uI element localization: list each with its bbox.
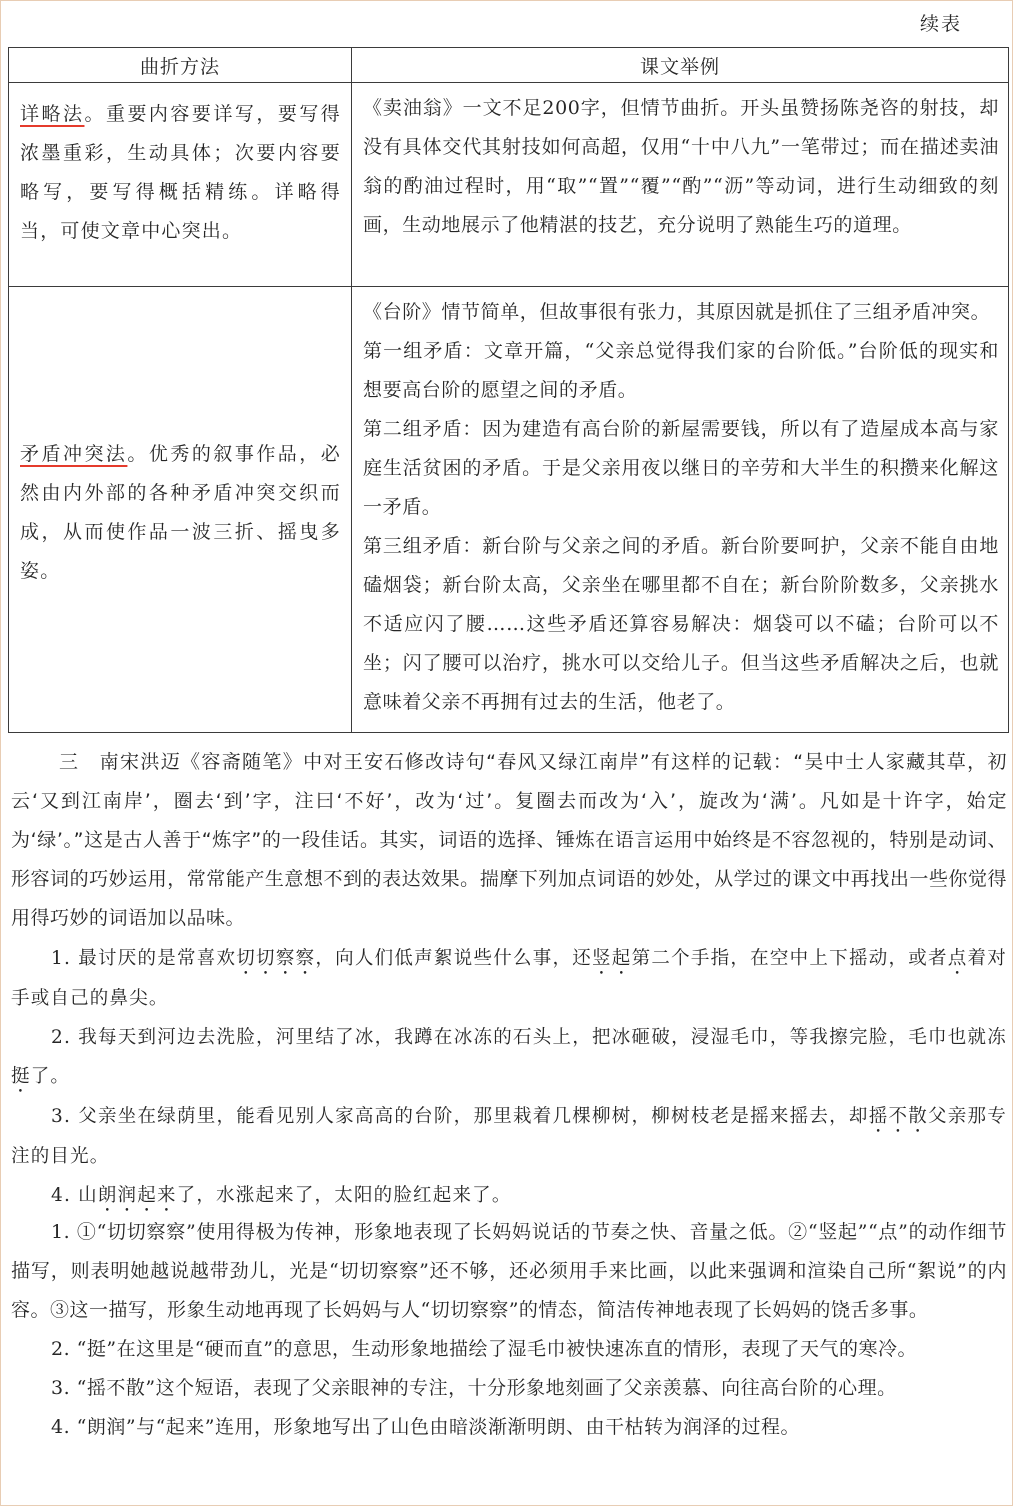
example-cell (352, 83, 1009, 287)
exercise-text: ，向人们低声絮说些什么事，还 (315, 948, 593, 969)
exercise-list (11, 939, 1007, 1216)
example-cell (352, 287, 1009, 733)
answer-item: 2. “挺”在这里是“硬而直”的意思，生动形象地描绘了湿毛巾被快速冻直的情形，表现了天气的寒冷。 (51, 1338, 918, 1360)
dotted-word: 挺 (11, 1066, 31, 1087)
method-term: 详略法 (20, 103, 85, 125)
method-description: 。重要内容要详写，要写得浓墨重彩，生动具体；次要内容要略写，要写得概括精练。详略得当，可使文章中心突出。 (20, 103, 342, 242)
exercise-text: 着对手或自己的鼻尖。 (11, 948, 1007, 1009)
exercise-text: 第二个手指，在空中上下摇动，或者 (631, 948, 948, 969)
table-row (9, 83, 1009, 287)
exercise-item (11, 939, 1007, 1018)
column-header-method: 曲折方法 (9, 48, 352, 83)
dotted-word: 竖起 (592, 948, 632, 969)
exercise-text: 3. 父亲坐在绿荫里，能看见别人家高高的台阶，那里栽着几棵柳树，柳树枝老是摇来摇去，却 (51, 1106, 869, 1127)
exercise-text: 了。 (30, 1066, 71, 1087)
table-row (9, 287, 1009, 733)
example-paragraph: 第一组矛盾：文章开篇，“父亲总觉得我们家的台阶低。”台阶低的现实和想要高台阶的愿望之间的矛盾。 (363, 340, 999, 401)
exercise-text: 了，水涨起来了，太阳的脸红起来了。 (176, 1185, 512, 1206)
answer-item: 4. “朗润”与“起来”连用，形象地写出了山色由暗淡渐渐明朗、由干枯转为润泽的过程。 (51, 1416, 801, 1438)
answer-item: 3. “摇不散”这个短语，表现了父亲眼神的专注，十分形象地刻画了父亲羡慕、向往高台阶的心理。 (51, 1377, 897, 1399)
example-paragraph: 《卖油翁》一文不足200字，但情节曲折。开头虽赞扬陈尧咨的射技，却没有具体交代其射技如何高超，仅用“十中八九”一笔带过；而在描述卖油翁的酌油过程时，用“取”“置”“覆”“酌”“沥”等动词，进行生动细致的刻画，生动地展示了他精湛的技艺，充分说明了熟能生巧的道理。 (363, 97, 999, 236)
example-paragraph: 《台阶》情节简单，但故事很有张力，其原因就是抓住了三组矛盾冲突。 (363, 301, 991, 323)
exercise-item (11, 1176, 1007, 1216)
table-header-row (9, 48, 1009, 83)
exercise-text: 父亲那专注的目光。 (11, 1106, 1007, 1167)
example-paragraph: 第三组矛盾：新台阶与父亲之间的矛盾。新台阶要呵护，父亲不能自由地磕烟袋；新台阶太高，父亲坐在哪里都不自在；新台阶阶数多，父亲挑水不适应闪了腰……这些矛盾还算容易解决：烟袋可以不磕；台阶可以不坐；闪了腰可以治疗，挑水可以交给儿子。但当这些矛盾解决之后，也就意味着父亲不再拥有过去的生活，他老了。 (363, 535, 999, 713)
continue-label: 续表 (919, 13, 962, 35)
exercise-item (11, 1018, 1007, 1097)
column-header-example: 课文举例 (352, 48, 1009, 83)
section-three (11, 743, 1007, 938)
method-cell (9, 83, 352, 287)
exercise-text: 4. 山 (51, 1185, 98, 1206)
method-description: 。优秀的叙事作品，必然由内外部的各种矛盾冲突交织而成，从而使作品一波三折、摇曳多姿。 (20, 442, 341, 582)
method-term: 矛盾冲突法 (20, 442, 128, 465)
methods-table (8, 47, 1009, 733)
example-paragraph: 第二组矛盾：因为建造有高台阶的新屋需要钱，所以有了造屋成本高与家庭生活贫困的矛盾。于是父亲用夜以继日的辛劳和大半生的积攒来化解这一矛盾。 (363, 418, 999, 518)
method-cell (9, 287, 352, 733)
exercise-text: 2. 我每天到河边去洗脸，河里结了冰，我蹲在冰冻的石头上，把冰砸破，浸湿毛巾，等我擦完脸，毛巾也就冻 (51, 1027, 1007, 1048)
answer-item: 1. ①“切切察察”使用得极为传神，形象地表现了长妈妈说话的节奏之快、音量之低。②“竖起”“点”的动作细节描写，则表明她越说越带劲儿，光是“切切察察”还不够，还必须用手来比画，以此来强调和渲染自己所“絮说”的内容。③这一描写，形象生动地再现了长妈妈与人“切切察察”的情态，简洁传神地表现了长妈妈的饶舌多事。 (11, 1221, 1007, 1321)
section-three-text: 三 南宋洪迈《容斋随笔》中对王安石修改诗句“春风又绿江南岸”有这样的记载：“吴中士人家藏其草，初云‘又到江南岸’，圈去‘到’字，注曰‘不好’，改为‘过’。复圈去而改为‘入’，旋改为‘满’。凡如是十许字，始定为‘绿’。”这是古人善于“炼字”的一段佳话。其实，词语的选择、锤炼在语言运用中始终是不容忽视的，特别是动词、形容词的巧妙运用，常常能产生意想不到的表达效果。揣摩下列加点词语的妙处，从学过的课文中再找出一些你觉得用得巧妙的词语加以品味。 (11, 751, 1007, 929)
exercise-text: 1. 最讨厌的是常喜欢 (51, 948, 237, 969)
dotted-word: 朗润起来 (97, 1185, 177, 1206)
dotted-word: 点 (947, 948, 968, 969)
exercise-item (11, 1097, 1007, 1176)
dotted-word: 切切察察 (236, 948, 316, 969)
dotted-word: 摇不散 (868, 1106, 928, 1127)
answer-list (11, 1213, 1007, 1447)
